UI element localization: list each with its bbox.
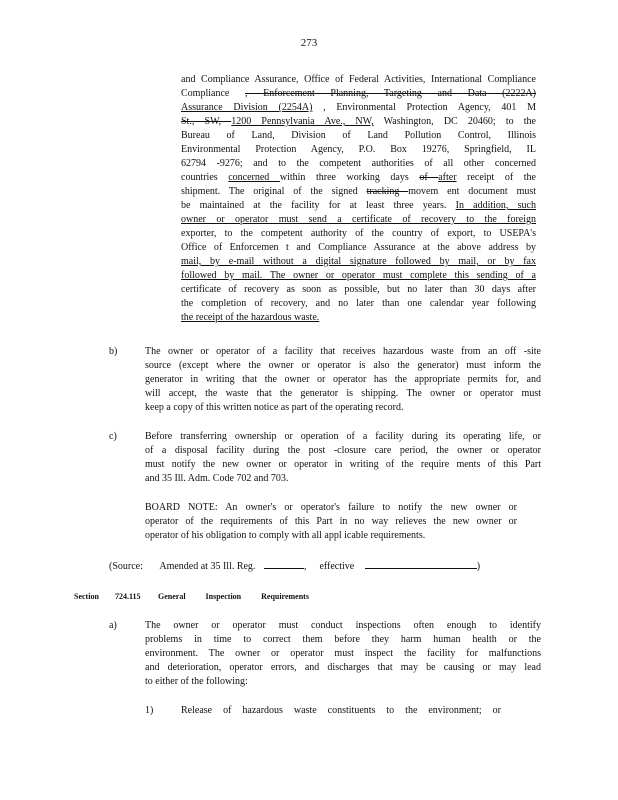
source-suffix: ) <box>476 561 481 572</box>
text-line: Before transferring ownership or operation of a facility during its operating life, or <box>145 431 541 442</box>
section-word: Section <box>74 592 99 601</box>
text-line <box>181 199 536 213</box>
text-line <box>181 185 536 199</box>
section-a <box>145 619 541 689</box>
text-line: of a disposal facility during the post -closure care period, the owner or operator <box>145 445 541 456</box>
register-blank <box>264 558 304 569</box>
page-number: 273 <box>300 37 318 49</box>
text-line <box>181 73 536 87</box>
text-line <box>181 115 536 129</box>
text-run: , Environmental Protection Agency, 401 M <box>312 102 536 113</box>
text-line <box>181 241 536 255</box>
inserted-text: In addition, such <box>455 200 536 211</box>
text-line <box>181 269 536 283</box>
text-run: Office of Enforcemen t and Compliance Assurance at the above address by <box>181 242 536 253</box>
text-run: shipment. The original of the signed <box>181 186 367 197</box>
text-line: The owner or operator must conduct inspections often enough to identify <box>145 620 541 631</box>
text-run: Environmental Protection Agency, P.O. Box 19276, Springfield, IL <box>181 144 536 155</box>
paragraph-b <box>145 345 541 415</box>
source-amended: Amended at 35 Ill. Reg. <box>159 561 256 572</box>
source-effective: effective <box>319 561 355 572</box>
inserted-text: concerned <box>228 172 280 183</box>
text-line <box>181 297 536 311</box>
text-line <box>181 87 536 101</box>
text-line: must notify the new owner or operator in writing of the require ments of this Part <box>145 459 541 470</box>
text-run: within three working days <box>279 172 420 183</box>
section-title: General Inspection Requirements <box>158 592 309 601</box>
text-line: BOARD NOTE: An owner's or operator's failure to notify the new owner or <box>145 502 517 513</box>
deleted-text: , Enforcement Planning, Targeting and Data (2222A) <box>244 88 536 99</box>
item-1-label: 1) <box>145 705 154 716</box>
inserted-text: followed by mail. The owner or operator must complete this sending of a <box>181 270 536 281</box>
text-run: and Compliance Assurance, Office of Federal Activities, International Compliance <box>181 74 536 85</box>
text-line <box>181 227 536 241</box>
inserted-text: owner or operator must send a certificate of recovery to the foreign <box>181 214 536 225</box>
inserted-text: 1200 Pennsylvania Ave., NW, <box>231 116 374 127</box>
inserted-text: Assurance Division (2254A) <box>181 102 313 113</box>
text-line <box>181 255 536 269</box>
text-line <box>181 157 536 171</box>
text-line: problems in time to correct them before they harm human health or the <box>145 634 541 645</box>
item-1-text: Release of hazardous waste constituents to the environment; or <box>181 705 501 716</box>
text-run: countries <box>181 172 229 183</box>
section-number: 724.115 <box>115 592 141 601</box>
text-run: movem ent document must <box>408 186 537 197</box>
text-line: The owner or operator of a facility that receives hazardous waste from an off -site <box>145 346 541 357</box>
text-run: be maintained at the facility for at least three years. <box>181 200 456 211</box>
text-line: operator of his obligation to comply with all appl icable requirements. <box>145 530 426 541</box>
inserted-text: mail, by e-mail without a digital signature followed by mail, or by fax <box>181 256 536 267</box>
text-line <box>181 129 536 143</box>
text-line: operator of the requirements of this Part in no way relieves the new owner or <box>145 516 517 527</box>
item-1 <box>181 704 501 718</box>
paragraph-b-label: b) <box>109 346 118 357</box>
source-prefix: (Source: <box>109 561 143 572</box>
deleted-text: tracking <box>366 186 409 197</box>
inserted-text: after <box>438 172 457 183</box>
text-line: generator in writing that the owner or operator has the appropriate permits for, and <box>145 374 541 385</box>
text-run: 62794 -9276; and to the competent authorities of all other concerned <box>181 158 536 169</box>
effective-date-blank <box>365 558 477 569</box>
text-line <box>181 143 536 157</box>
text-line: environment. The owner or operator must inspect the facility for malfunctions <box>145 648 541 659</box>
text-line <box>181 213 536 227</box>
text-run: the completion of recovery, and no later than one calendar year following <box>181 298 536 309</box>
text-line <box>181 101 536 115</box>
text-line <box>181 283 536 297</box>
text-line: to either of the following: <box>145 676 248 687</box>
text-run: receipt of the <box>456 172 536 183</box>
deleted-text: of <box>419 172 439 183</box>
text-line: and 35 Ill. Adm. Code 702 and 703. <box>145 473 289 484</box>
text-line <box>181 171 536 185</box>
source-line <box>109 558 489 572</box>
paragraph-a-continued <box>181 73 536 325</box>
text-run: Bureau of Land, Division of Land Pollution Control, Illinois <box>181 130 536 141</box>
inserted-text: the receipt of the hazardous waste. <box>181 312 320 323</box>
text-run: exporter, to the competent authority of the country of export, to USEPA's <box>181 228 536 239</box>
text-line: source (except where the owner or operator is also the generator) must inform the <box>145 360 541 371</box>
text-line: keep a copy of this written notice as part of the operating record. <box>145 402 404 413</box>
source-comma: , <box>303 561 307 572</box>
board-note <box>145 501 517 543</box>
text-run: Compliance <box>181 88 245 99</box>
text-run: Washington, DC 20460; to the <box>373 116 536 127</box>
paragraph-c <box>145 430 541 486</box>
text-line: will accept, the waste that the generator is shipping. The owner or operator must <box>145 388 541 399</box>
text-line <box>181 311 536 325</box>
deleted-text: St., SW, <box>181 116 232 127</box>
text-run: certificate of recovery as soon as possible, but no later than 30 days after <box>181 284 536 295</box>
text-line: and deterioration, operator errors, and discharges that may be causing or may lead <box>145 662 541 673</box>
paragraph-c-label: c) <box>109 431 117 442</box>
section-a-label: a) <box>109 620 117 631</box>
